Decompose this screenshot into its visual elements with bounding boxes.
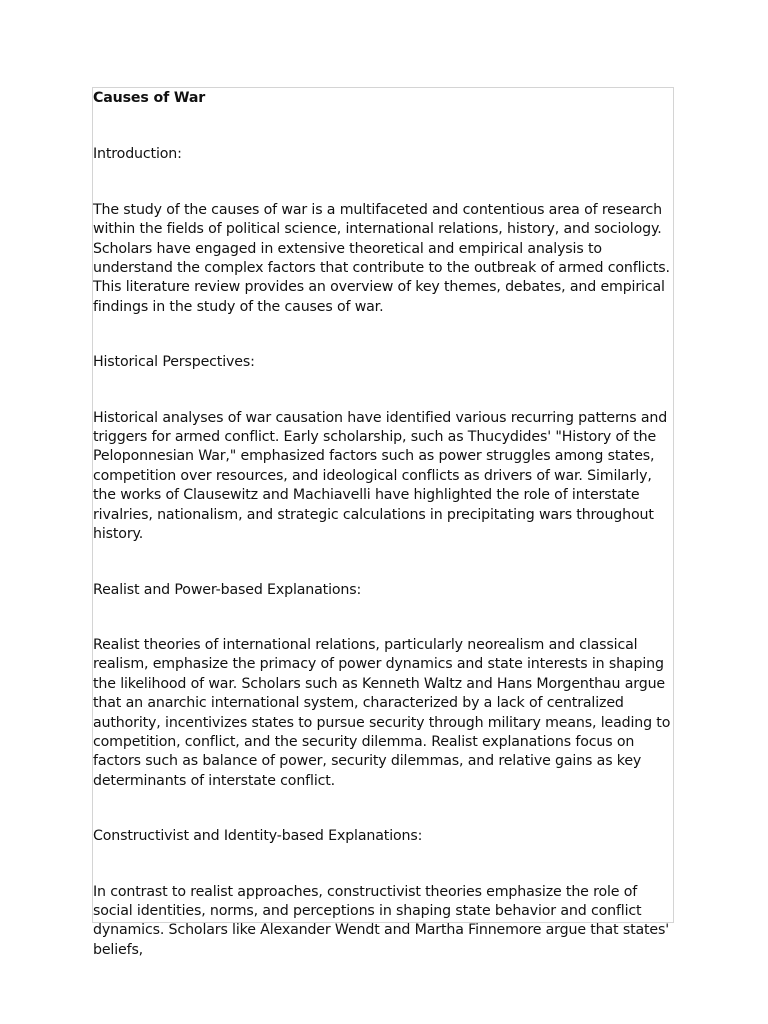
document-frame: [92, 87, 674, 958]
section-heading-historical: Historical Perspectives:: [93, 354, 255, 371]
section-body-constructivist: In contrast to realist approaches, constructivist theories emphasize the role of social identities, norms, and perceptions in shaping state behavior and conflict dynamics. Scholars like Alexander Wendt and Martha Finnemore argue that states' beliefs,: [93, 883, 670, 958]
section-heading-constructivist: Constructivist and Identity-based Explanations:: [93, 828, 423, 845]
section-heading-realist: Realist and Power-based Explanations:: [93, 581, 362, 598]
section-body-historical: Historical analyses of war causation have identified various recurring patterns and triggers for armed conflict. Early scholarship, such as Thucydides' "History of the Peloponnesian War," emphasized factors such as power struggles among states, competition over resources, and ideological conflicts as drivers of war. Similarly, the works of Clausewitz and Machiavelli have highlighted the role of interstate rivalries, nationalism, and strategic calculations in precipitating wars throughout history.: [93, 409, 668, 543]
section-heading-introduction: Introduction:: [93, 146, 182, 163]
document-title: Causes of War: [93, 90, 206, 106]
section-body-introduction: The study of the causes of war is a multifaceted and contentious area of research within the fields of political science, international relations, history, and sociology. Scholars have engaged in extensive theoretical and empirical analysis to understand the complex factors that contribute to the outbreak of armed conflicts. This literature review provides an overview of key themes, debates, and empirical findings in the study of the causes of war.: [93, 201, 670, 315]
document-content: [93, 89, 673, 960]
section-body-realist: Realist theories of international relations, particularly neorealism and classical realism, emphasize the primacy of power dynamics and state interests in shaping the likelihood of war. Scholars such as Kenneth Waltz and Hans Morgenthau argue that an anarchic international system, characterized by a lack of centralized authority, incentivizes states to pursue security through military means, leading to competition, conflict, and the security dilemma. Realist explanations focus on factors such as balance of power, security dilemmas, and relative gains as key determinants of interstate conflict.: [93, 636, 671, 789]
